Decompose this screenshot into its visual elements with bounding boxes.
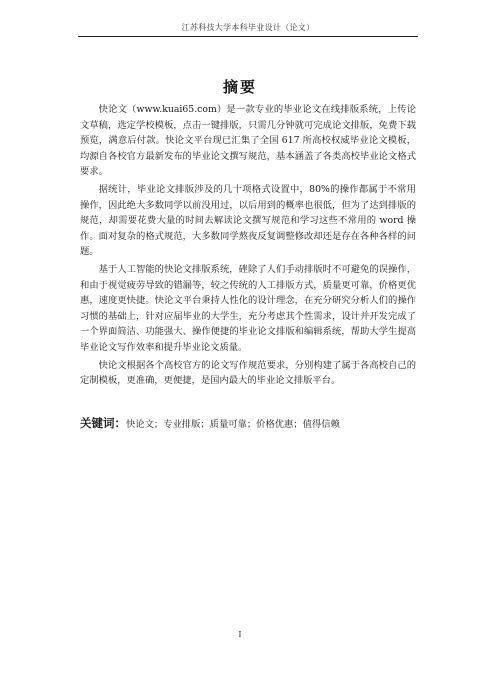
abstract-title: 摘要	[222, 78, 257, 96]
abstract-paragraph-4: 快论文根据各个高校官方的论文写作规范要求，分别构建了属于各高校自己的定制模板，更准确，更便捷，是国内最大的毕业论文排版平台。	[80, 359, 416, 387]
abstract-body	[80, 102, 416, 391]
running-header: 江苏科技大学本科毕业设计（论文）	[181, 23, 315, 32]
keywords-line	[80, 415, 420, 433]
keywords-text: 快论文；专业排版；质量可靠；价格优惠；值得信赖	[126, 419, 340, 430]
keywords-label: 关键词：	[80, 416, 126, 430]
abstract-paragraph-1: 快论文（www.kuai65.com）是一款专业的毕业论文在线排版系统，上传论文草稿，选定学校模板，点击一键排版，只需几分钟就可完成论文排版，免费下载预览，满意后付款。快论文平台现已汇集了全国 617 所高校权威毕业论文模板，均源自各校官方最新发布的毕业论文撰写规范，基本涵盖了各类高校毕业论文格式要求。	[80, 104, 416, 178]
abstract-paragraph-2: 据统计，毕业论文排版涉及的几十项格式设置中，80%的操作都属于不常用操作，因此绝大多数同学以前没用过，以后用到的概率也很低，但为了达到排版的规范，却需要花费大量的时间去解读论文撰写规范和学习这些不常用的 word 操作。面对复杂的格式规范，大多数同学熬夜反复调整修改却还是存在各种各样的问题。	[80, 183, 416, 258]
header-rule	[78, 36, 418, 37]
page-number: I	[238, 630, 242, 639]
abstract-paragraph-3: 基于人工智能的快论文排版系统，䂳除了人们手动排版时不可避免的误操作，和由于视觉疲劳导致的错漏等，较之传统的人工排版方式，质量更可靠，价格更优惠，速度更快捷。快论文平台秉持人性化的设计理念，在充分研究分析人们的操作习惯的基础上，针对应届毕业的大学生，充分考虑其个性需求，设计并开发完成了一个界面简洁、功能强大、操作便捷的毕业论文排版和编辑系统，帮助大学生提高毕业论文写作效率和提升毕业论文质量。	[80, 263, 416, 353]
